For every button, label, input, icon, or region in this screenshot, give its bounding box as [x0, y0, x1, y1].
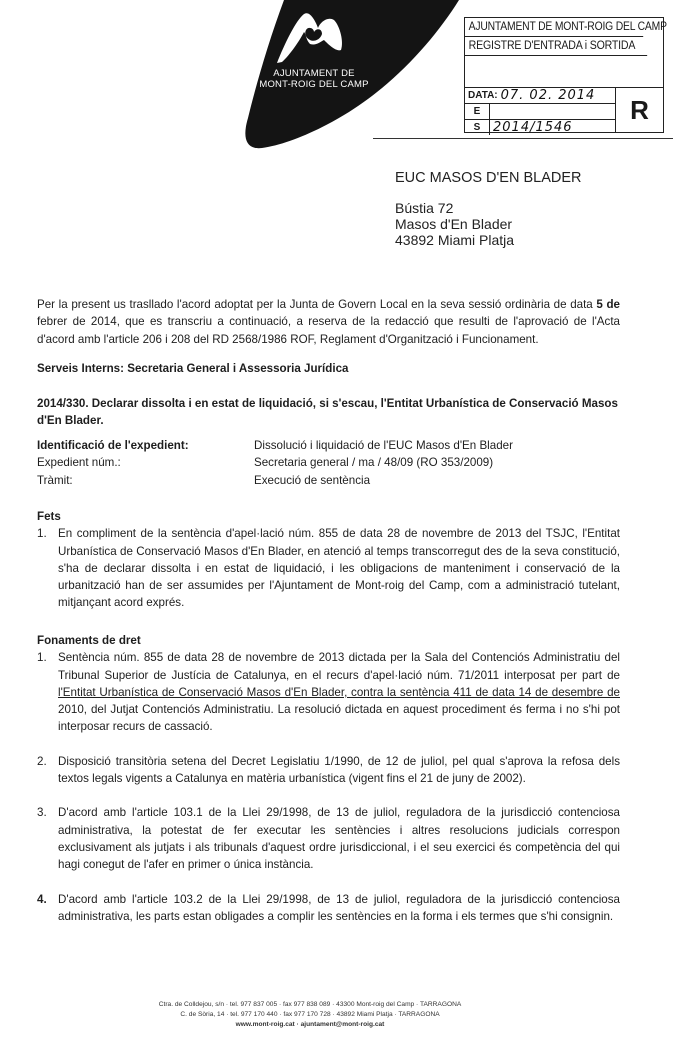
file-value: Secretaria general / ma / 48/09 (RO 353/2009) — [254, 456, 494, 470]
item-number: 1. — [37, 651, 47, 665]
stamp-date-label: DATA: — [468, 90, 498, 101]
page-footer — [120, 1000, 500, 1030]
file-row-procedure — [37, 472, 620, 489]
file-value: Dissolució i liquidació de l'EUC Masos d'En Blader — [254, 439, 513, 452]
org-name-line1: AJUNTAMENT DE — [273, 68, 355, 79]
recipient-line1: Bústia 72 — [395, 200, 454, 216]
item-number: 4. — [37, 892, 47, 906]
file-value: Execució de sentència — [254, 473, 371, 487]
footer-separator: · — [294, 1021, 301, 1028]
stamp-exit-row — [465, 120, 615, 135]
org-name-line2: MONT-ROIG DEL CAMP — [259, 79, 369, 90]
footer-contact — [120, 1020, 500, 1030]
item-text — [58, 649, 620, 735]
legal-basis-heading: Fonaments de dret — [37, 634, 141, 647]
stamp-type-mark: R — [630, 95, 649, 125]
stamp-exit-value: 2014/1546 — [493, 120, 573, 135]
file-metadata — [37, 437, 620, 489]
item-text-a: Sentència núm. 855 de data 28 de novembre de 2013 dictada per la Sala del Contenciós Administratiu del Tribunal Superior de Justícia de Catalunya, en el recurs d'apel·lació núm. 71/2011 interposat per part de — [58, 651, 620, 682]
list-item — [37, 525, 620, 611]
scan-rule — [373, 138, 673, 139]
item-text-b: 2010, del Jutjat Contenciós Administratiu. La resolució dictada en aquest procediment és ferma i no s'hi pot interposar recurs de cassació. — [58, 703, 620, 734]
facts-heading: Fets — [37, 510, 61, 523]
file-row-identification — [37, 437, 620, 454]
stamp-exit-label: S — [465, 120, 490, 135]
intro-paragraph — [37, 296, 620, 348]
recipient-name: EUC MASOS D'EN BLADER — [395, 170, 582, 186]
stamp-date-row — [465, 88, 615, 104]
item-text: En compliment de la sentència d'apel·lació núm. 855 de data 28 de novembre de 2013 del TSJC, l'Entitat Urbanística de Conservació Masos d'En Blader, en atenció al temps transcorregut des de la seva constitució, s'ha de declarar dissolta i en estat de liquidació, i les obligacions de manteniment i conservació de la urbanització han de ser assumides per l'Ajuntament de Mont-roig del Camp, com a administració tutelant, mitjançant acord exprés. — [58, 527, 620, 610]
item-number: 3. — [37, 806, 47, 820]
department-line — [37, 360, 620, 377]
stamp-title: AJUNTAMENT DE MONT-ROIG DEL CAMP — [465, 18, 643, 37]
recipient-line2: Masos d'En Blader — [395, 216, 513, 232]
list-item — [37, 649, 620, 735]
footer-address-2: C. de Sòria, 14 · tel. 977 170 440 · fax 977 170 728 · 43892 Miami Platja · TARRAGONA — [180, 1011, 440, 1018]
stamp-entry-row — [465, 104, 615, 120]
stamp-subtitle: REGISTRE D'ENTRADA i SORTIDA — [465, 37, 647, 56]
department-text: Serveis Interns: Secretaria General i Assessoria Jurídica — [37, 362, 349, 375]
footer-address-1: Ctra. de Colldejou, s/n · tel. 977 837 005 · fax 977 838 089 · 43300 Mont-roig del Camp · TARRAGONA — [158, 1001, 462, 1008]
intro-date-bold: 5 de — [596, 298, 620, 311]
recipient-address — [395, 170, 581, 248]
letterhead-logo — [244, 0, 459, 160]
facts-section — [37, 508, 620, 612]
intro-text-a: Per la present us trasllado l'acord adoptat per la Junta de Govern Local en la seva sessió ordinària de data — [37, 298, 597, 311]
stamp-blank-area — [465, 56, 663, 88]
registry-stamp — [464, 17, 667, 135]
item-number: 2. — [37, 754, 47, 768]
stamp-date-value: 07. 02. 2014 — [500, 88, 596, 103]
agreement-title: 2014/330. Declarar dissolta i en estat de liquidació, si s'escau, l'Entitat Urbanística de Conservació Masos d'En Blader. — [37, 397, 618, 428]
file-label: Identificació de l'expedient: — [37, 439, 189, 452]
footer-email-link[interactable]: ajuntament@mont-roig.cat — [300, 1021, 385, 1028]
item-text: Disposició transitòria setena del Decret Legislatiu 1/1990, de 12 de juliol, pel qual s'aprova la refosa dels textos legals vigents a Catalunya en matèria urbanística (vigent fins el 21 de juny de 2002). — [58, 754, 620, 786]
item-text: D'acord amb l'article 103.1 de la Llei 29/1998, de 13 de juliol, reguladora de la jurisdicció contenciosa administrativa, la potestat de fer executar les sentències i altres resolucions judicials correspon exclusivament als jutjats i als tribunals d'aquest ordre jurisdiccional, i el seu exercici és competència del qui hagi conegut de l'afer en primer o única instància. — [58, 806, 620, 872]
stamp-entry-label: E — [465, 104, 490, 119]
item-text-struck: l'Entitat Urbanística de Conservació Masos d'En Blader, contra la sentència 411 de data 14 de desembre de — [58, 685, 620, 699]
intro-text-b: febrer de 2014, que es transcriu a continuació, a reserva de la redacció que resulti de l'aprovació de l'Acta d'acord amb l'article 206 i 208 del RD 2568/1986 ROF, Reglament d'Organització i Funcionament. — [37, 315, 620, 346]
list-item — [37, 804, 620, 873]
legal-basis-section — [37, 632, 620, 925]
recipient-line3: 43892 Miami Platja — [395, 232, 515, 248]
list-item — [37, 753, 620, 788]
list-item — [37, 891, 620, 926]
stamp-entry-value — [490, 104, 493, 119]
item-number: 1. — [37, 527, 47, 541]
item-text: D'acord amb l'article 103.2 de la Llei 29/1998, de 13 de juliol, reguladora de la jurisdicció contenciosa administrativa, les parts estan obligades a complir les sentències en la forma i els termes que s'hi consignin. — [58, 892, 620, 923]
file-row-number — [37, 454, 620, 471]
file-label: Tràmit: — [37, 473, 73, 487]
footer-website-link[interactable]: www.mont-roig.cat — [235, 1021, 295, 1028]
file-label: Expedient núm.: — [37, 456, 121, 470]
